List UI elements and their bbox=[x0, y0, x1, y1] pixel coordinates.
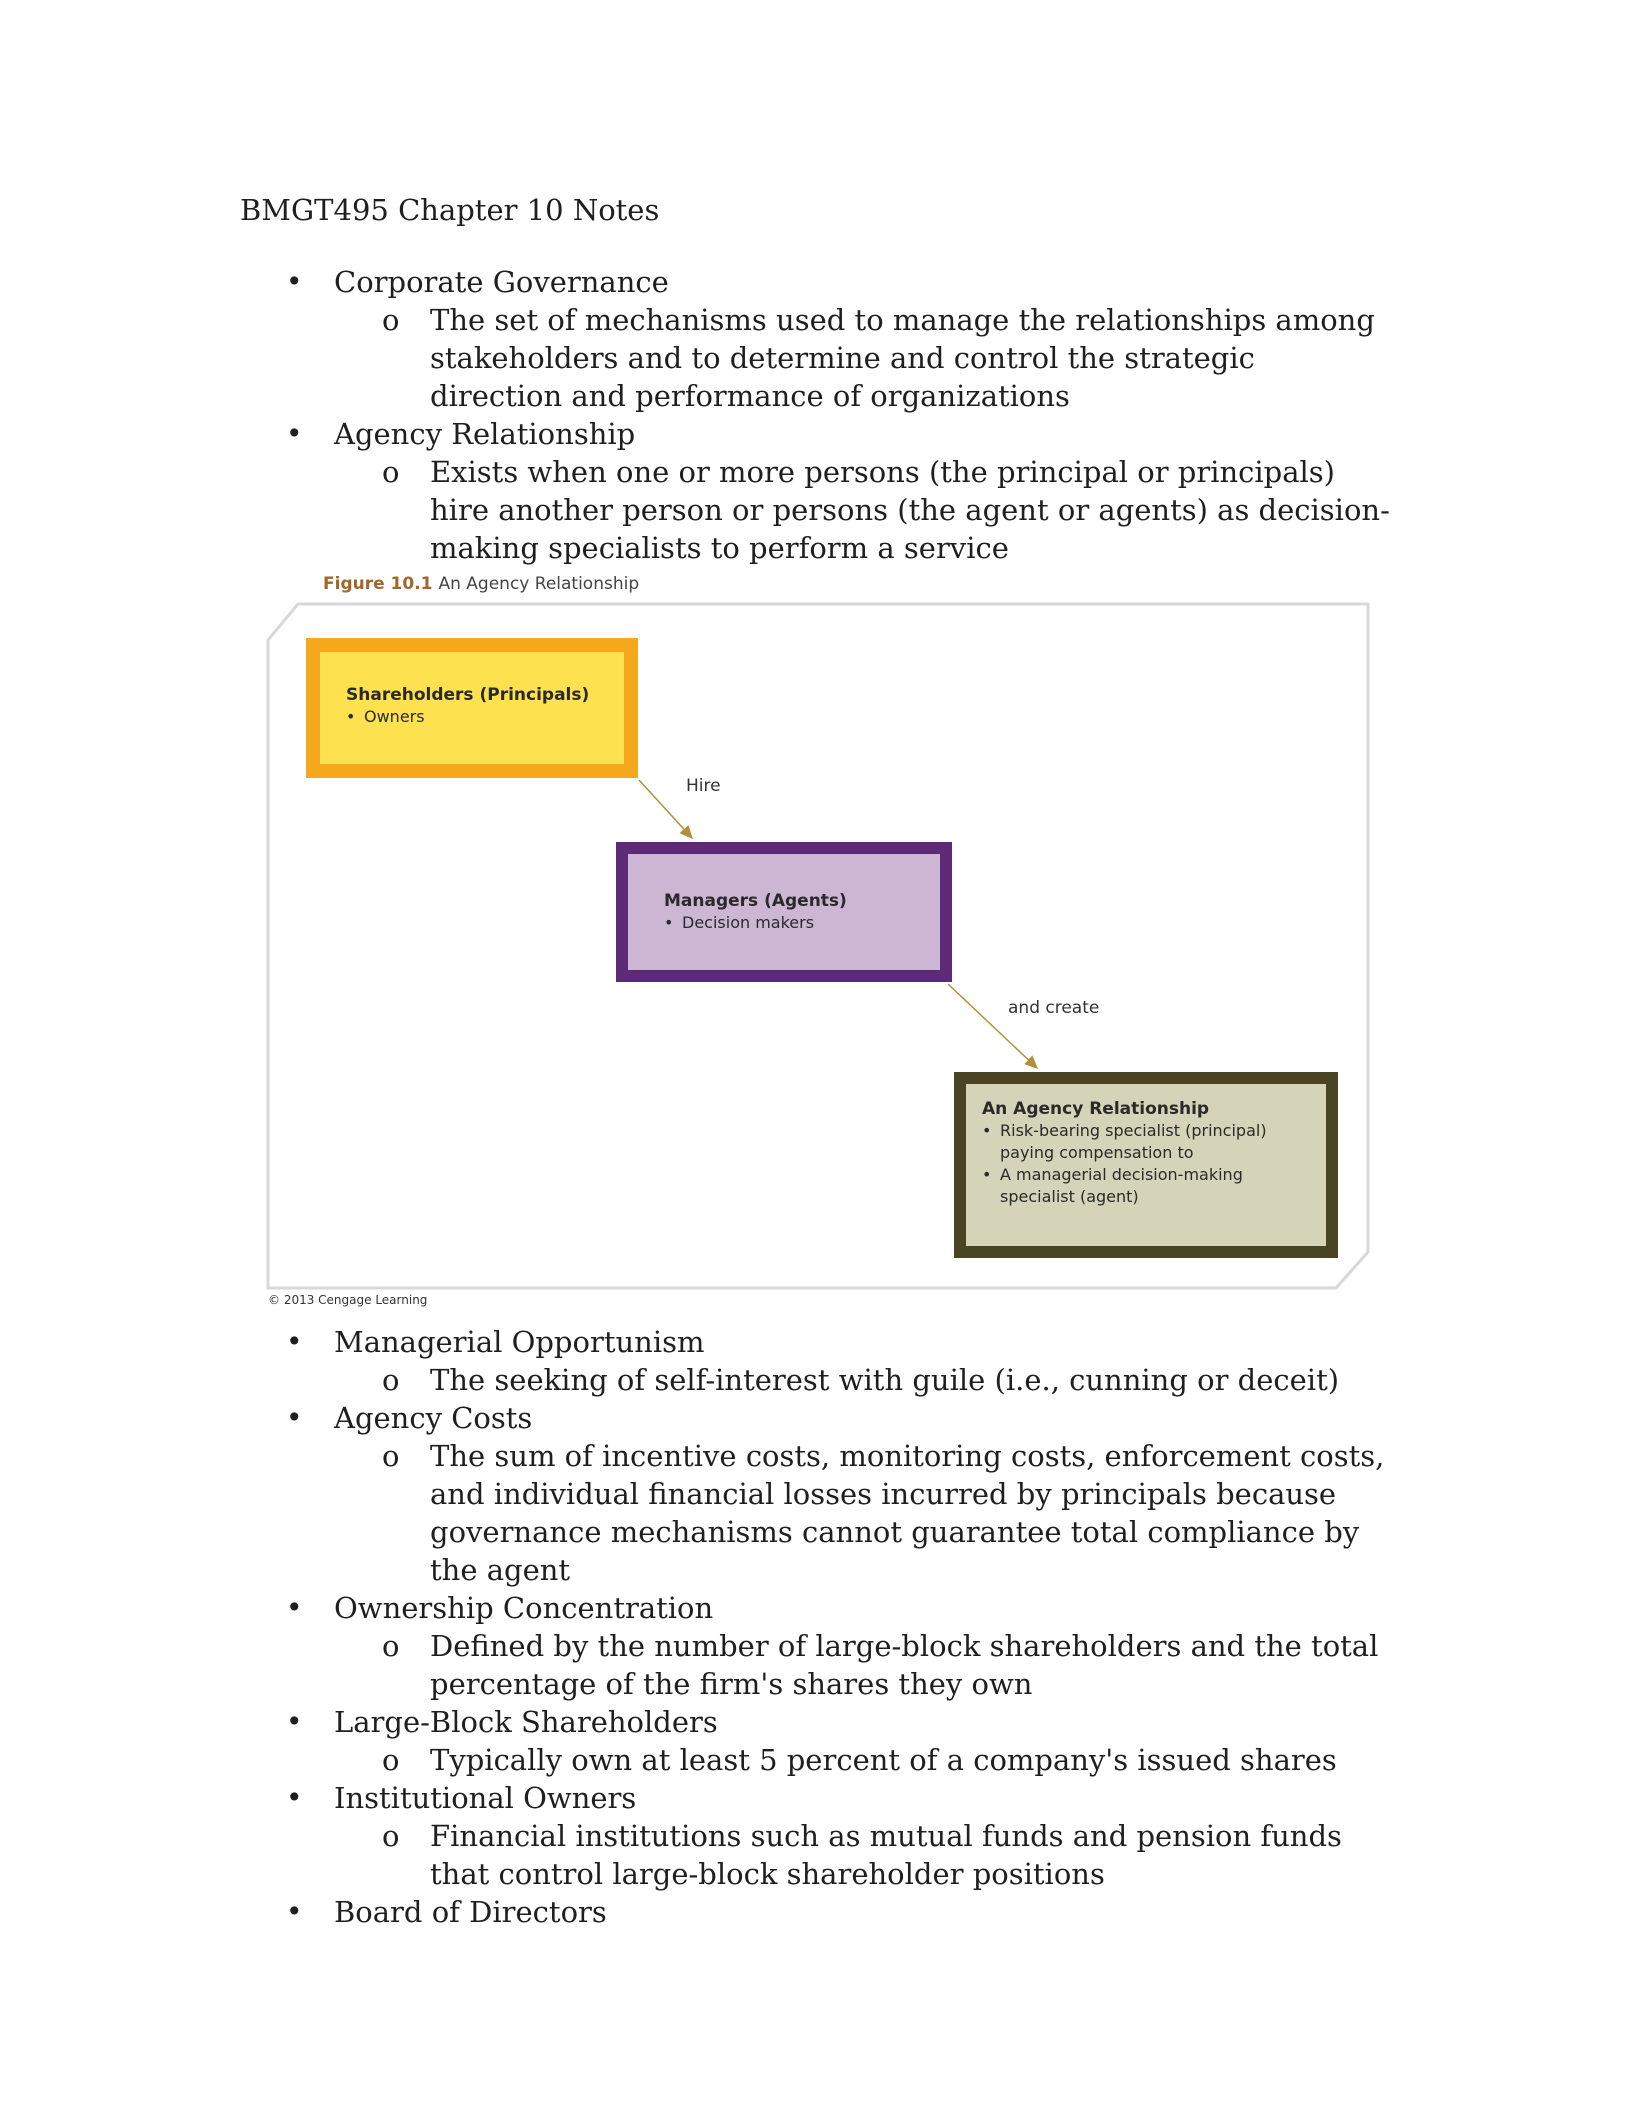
bullet-icon: • bbox=[286, 417, 303, 450]
definition-item bbox=[0, 1627, 1640, 1703]
document-title: BMGT495 Chapter 10 Notes bbox=[240, 193, 660, 227]
figure-number: Figure 10.1 bbox=[323, 574, 433, 594]
agency-title: An Agency Relationship bbox=[982, 1099, 1210, 1119]
term-label: Board of Directors bbox=[334, 1895, 607, 1929]
figure-caption-text: An Agency Relationship bbox=[438, 574, 640, 594]
managers-box bbox=[616, 842, 952, 982]
definition-text: Exists when one or more persons (the principal or principals) hire another person or persons (the agent or agents) as decision-making specialists to perform a service bbox=[430, 455, 1390, 565]
definition-item bbox=[0, 1361, 1640, 1399]
definition-item bbox=[0, 1437, 1640, 1589]
definition-item bbox=[0, 1741, 1640, 1779]
term-label: Ownership Concentration bbox=[334, 1591, 714, 1625]
definition-text: The sum of incentive costs, monitoring costs, enforcement costs, and individual financial losses incurred by principals because governance mechanisms cannot guarantee total compliance by the agent bbox=[430, 1439, 1385, 1587]
agency-item: • Risk-bearing specialist (principal) paying compensation to bbox=[982, 1120, 1300, 1164]
shareholders-box bbox=[306, 638, 638, 778]
bullet-icon: • bbox=[286, 1781, 303, 1814]
sub-bullet-icon: o bbox=[382, 1363, 400, 1397]
bullet-icon: • bbox=[286, 1705, 303, 1738]
term-label: Agency Relationship bbox=[334, 417, 636, 451]
definition-item bbox=[0, 453, 1640, 567]
hire-label: Hire bbox=[686, 776, 721, 796]
managers-item: • Decision makers bbox=[664, 912, 940, 934]
shareholders-title: Shareholders (Principals) bbox=[346, 685, 590, 705]
definition-text: The set of mechanisms used to manage the relationships among stakeholders and to determine and control the strategic direction and performance of organizations bbox=[430, 303, 1375, 413]
term-label: Corporate Governance bbox=[334, 265, 669, 299]
definition-text: The seeking of self-interest with guile (i.e., cunning or deceit) bbox=[430, 1363, 1340, 1397]
definition-text: Financial institutions such as mutual funds and pension funds that control large-block shareholder positions bbox=[430, 1819, 1342, 1891]
bullet-list-bottom bbox=[0, 1323, 1640, 1931]
agency-item: • A managerial decision-making specialist (agent) bbox=[982, 1164, 1300, 1208]
sub-bullet-icon: o bbox=[382, 1743, 400, 1777]
bullet-icon: • bbox=[286, 1325, 303, 1358]
bullet-icon: • bbox=[286, 1591, 303, 1624]
term-label: Agency Costs bbox=[334, 1401, 533, 1435]
list-item bbox=[0, 1703, 1640, 1741]
list-item bbox=[0, 1323, 1640, 1361]
figure-caption bbox=[323, 574, 639, 594]
managers-title: Managers (Agents) bbox=[664, 891, 847, 911]
list-item bbox=[0, 263, 1640, 301]
list-item bbox=[0, 415, 1640, 453]
definition-text: Defined by the number of large-block shareholders and the total percentage of the firm's shares they own bbox=[430, 1629, 1379, 1701]
definition-item bbox=[0, 1817, 1640, 1893]
shareholders-item: • Owners bbox=[346, 706, 624, 728]
figure-credit: © 2013 Cengage Learning bbox=[268, 1293, 428, 1307]
bullet-list-top bbox=[0, 263, 1640, 567]
term-label: Large-Block Shareholders bbox=[334, 1705, 718, 1739]
list-item bbox=[0, 1399, 1640, 1437]
list-item bbox=[0, 1893, 1640, 1931]
list-item bbox=[0, 1779, 1640, 1817]
sub-bullet-icon: o bbox=[382, 1819, 400, 1853]
list-item bbox=[0, 1589, 1640, 1627]
sub-bullet-icon: o bbox=[382, 1439, 400, 1473]
and-create-label: and create bbox=[1008, 998, 1100, 1018]
bullet-icon: • bbox=[286, 1895, 303, 1928]
term-label: Managerial Opportunism bbox=[334, 1325, 705, 1359]
bullet-icon: • bbox=[286, 1401, 303, 1434]
definition-text: Typically own at least 5 percent of a company's issued shares bbox=[430, 1743, 1337, 1777]
sub-bullet-icon: o bbox=[382, 303, 400, 337]
sub-bullet-icon: o bbox=[382, 455, 400, 489]
bullet-icon: • bbox=[286, 265, 303, 298]
term-label: Institutional Owners bbox=[334, 1781, 637, 1815]
definition-item bbox=[0, 301, 1640, 415]
agency-box bbox=[954, 1072, 1338, 1258]
agency-relationship-figure bbox=[266, 602, 1376, 1292]
sub-bullet-icon: o bbox=[382, 1629, 400, 1663]
